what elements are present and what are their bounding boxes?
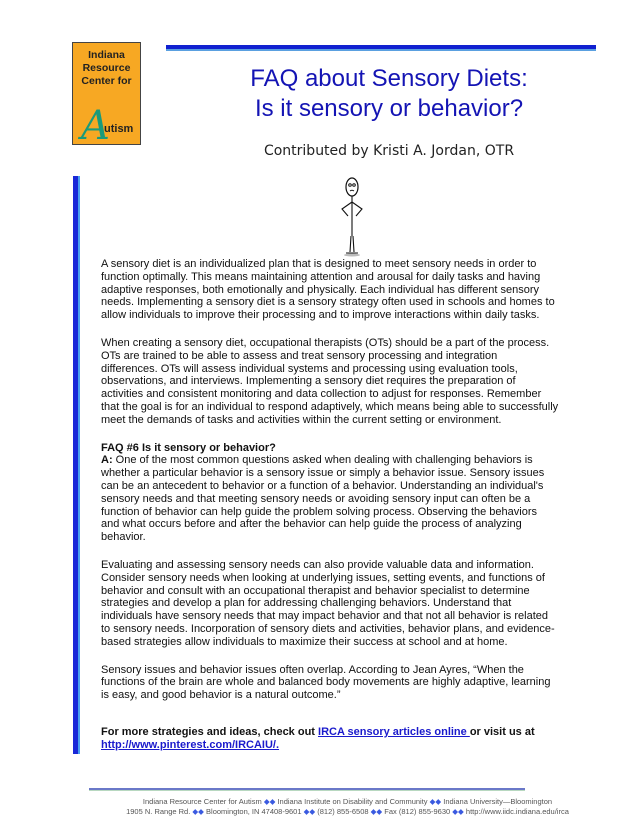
diamond-icon: ◆◆ <box>303 807 316 816</box>
footer-text: 1905 N. Range Rd. <box>126 807 191 816</box>
diamond-icon: ◆◆ <box>452 807 464 816</box>
faq-question: FAQ #6 Is it sensory or behavior? <box>101 441 276 454</box>
text-line: to sensory needs. Incorporation of sensory diets and activities, behavior plans, and evidence- <box>101 622 555 635</box>
side-rule <box>73 176 80 754</box>
stick-figure-icon <box>332 176 372 258</box>
contributor: Contributed by Kristi A. Jordan, OTR <box>263 143 515 159</box>
text-line: behavior and consult with an occupational therapist and behavior specialist to determine <box>101 584 530 597</box>
closing-text: For more strategies and ideas, check out <box>101 726 319 738</box>
footer-website[interactable]: http://www.iidc.indiana.edu/irca <box>465 807 569 816</box>
text-line: meet the demands of tasks and activities within the current setting or environment. <box>101 413 502 426</box>
text-line: OTs are trained to be able to assess and treat sensory processing and integration <box>101 349 498 362</box>
title-line: Is it sensory or behavior? <box>254 95 524 122</box>
paragraph <box>101 337 596 427</box>
text-line: When creating a sensory diet, occupational therapists (OTs) should be a part of the process. <box>101 336 550 349</box>
diamond-icon: ◆◆ <box>370 807 383 816</box>
footer-text: Indiana Resource Center for Autism <box>142 797 262 806</box>
text-line: is easy, and good behavior is a natural outcome.” <box>101 689 341 702</box>
text-line: One of the most common questions asked when dealing with challenging behaviors is <box>112 454 533 467</box>
text-line: based strategies allow individuals to maximize their success at school and at home. <box>101 635 508 648</box>
text-line: function optimally. This means maintaining attention and arousal for daily tasks and having <box>101 270 541 283</box>
text-line: individuals have sensory needs that may impact behavior and that not all behavior is related <box>101 610 548 623</box>
diamond-icon: ◆◆ <box>192 807 204 816</box>
text-line: adaptive responses, both emotionally and physically. Each individual has different sensory <box>101 283 540 296</box>
text-line: can be an antecedent to behavior or a function of a behavior. Understanding an individual's <box>101 479 544 492</box>
text-line: A sensory diet is an individualized plan that is designed to meet sensory needs in order to <box>101 258 537 270</box>
text-line: differences. OTs will assess individual systems and processing using evaluation tools, <box>101 362 518 375</box>
logo-text: Resource <box>82 62 131 74</box>
irca-articles-link[interactable]: IRCA sensory articles online <box>318 726 470 738</box>
text-line: functions of the brain are whole and balanced body movements are highly adaptive, learning <box>101 676 551 689</box>
text-line: behavior. <box>101 531 146 544</box>
footer-text: Indiana Institute on Disability and Community <box>277 797 428 806</box>
text-line: that the goal is for an individual to respond adaptively, which means being able to successfully <box>101 400 559 413</box>
footer <box>60 797 635 817</box>
diamond-icon: ◆◆ <box>429 797 442 806</box>
text-line: activities and consistent monitoring and data collection to adjust for responses. Remember <box>101 388 542 401</box>
text-line: observations, and interviews. Implementing a sensory diet requires the preparation of <box>101 375 516 388</box>
logo-text: utism <box>104 123 134 135</box>
header-divider <box>166 45 596 51</box>
text-line: and what occurs before and after the behavior can help guide the process of analyzing <box>101 518 522 531</box>
paragraph <box>101 258 596 322</box>
footer-text: Bloomington, IN 47408-9601 <box>206 807 302 816</box>
closing-text: or visit us at <box>469 726 535 738</box>
paragraph <box>101 559 596 649</box>
irca-logo <box>72 42 141 149</box>
page-title <box>166 64 612 124</box>
article-body <box>101 258 596 717</box>
logo-text: Center for <box>81 75 132 87</box>
text-line: Consider sensory needs when looking at underlying issues, setting events, and functions of <box>101 571 545 584</box>
paragraph <box>101 664 596 702</box>
text-line: sensory needs and that meeting sensory needs or avoiding sensory input can often be a <box>101 492 531 505</box>
title-line: FAQ about Sensory Diets: <box>250 65 528 92</box>
footer-text: (812) 855-6508 <box>317 807 369 816</box>
text-line: whether a particular behavior is a sensory issue or simply a behavior issue. Sensory issues <box>101 467 545 480</box>
text-line: Sensory issues and behavior issues often overlap. According to Jean Ayres, “When the <box>101 663 524 676</box>
text-line: allow individuals to improve their processing and to improve interactions within daily tasks. <box>101 309 540 322</box>
text-line: function of behavior can help guide the problem solving process. Observing the behaviors <box>101 505 537 518</box>
closing-note <box>101 726 535 752</box>
pinterest-link[interactable]: http://www.pinterest.com/IRCAIU/. <box>101 739 280 751</box>
faq-section <box>101 442 596 544</box>
diamond-icon: ◆◆ <box>263 797 276 806</box>
logo-text: Indiana <box>88 49 125 61</box>
logo-letter: A <box>81 103 110 149</box>
answer-label: A: <box>101 454 113 467</box>
footer-text: Indiana University—Bloomington <box>443 797 553 806</box>
footer-divider <box>89 788 525 791</box>
text-line: needs. Implementing a sensory diet is a sensory strategy often used in schools and homes to <box>101 296 555 309</box>
footer-text: Fax (812) 855-9630 <box>384 807 451 816</box>
text-line: strategies and develop a plan for addressing challenging behaviors. Understand that <box>101 597 512 610</box>
text-line: Evaluating and assessing sensory needs can also provide valuable data and information. <box>101 558 534 571</box>
